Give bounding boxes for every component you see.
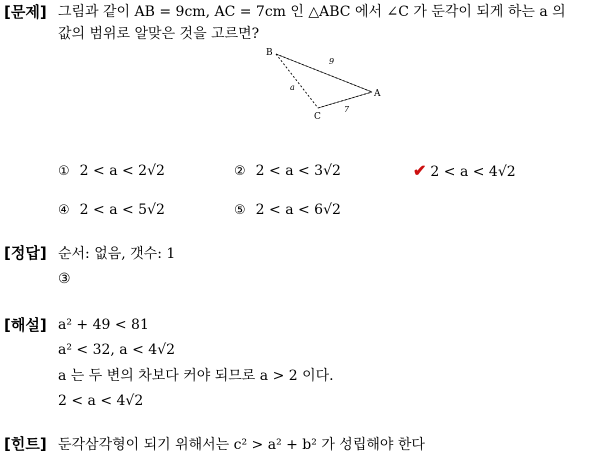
option-5[interactable] — [234, 201, 341, 220]
option-3[interactable] — [413, 162, 516, 181]
hint-line-1: 둔각삼각형이 되기 위해서는 c² > a² + b² 가 성립해야 한다 — [58, 437, 425, 453]
label-b: B — [266, 48, 273, 58]
label-c: C — [314, 112, 321, 122]
option-5-text: 2 < a < 6√2 — [255, 202, 341, 218]
option-4-marker: ④ — [58, 203, 70, 218]
label-ab-length: 9 — [329, 57, 335, 66]
option-5-marker: ⑤ — [234, 203, 246, 218]
problem-line-1: 그림과 같이 AB = 9cm, AC = 7cm 인 △ABC 에서 ∠C 가 둔각이 되게 하는 a 의 — [58, 4, 566, 20]
option-1-marker: ① — [58, 164, 70, 179]
option-3-text: 2 < a < 4√2 — [430, 164, 516, 180]
option-4-text: 2 < a < 5√2 — [79, 202, 165, 218]
explanation-line-2: a² < 32, a < 4√2 — [58, 342, 176, 358]
check-icon: ✔ — [413, 161, 427, 180]
answer-header: [정답] — [4, 244, 47, 262]
option-2-text: 2 < a < 3√2 — [255, 163, 341, 179]
problem-header: [문제] — [4, 3, 47, 21]
answer-line-1: 순서: 없음, 갯수: 1 — [58, 246, 176, 262]
explanation-header: [해설] — [4, 316, 47, 334]
label-ca-length: 7 — [344, 105, 350, 114]
option-2-marker: ② — [234, 164, 246, 179]
answer-line-2: ③ — [58, 271, 71, 287]
option-1[interactable] — [58, 162, 165, 181]
label-a: A — [374, 89, 381, 99]
option-4[interactable] — [58, 201, 165, 220]
option-2[interactable] — [234, 162, 341, 181]
problem-line-2: 값의 범위로 알맞은 것을 고르면? — [58, 26, 260, 42]
label-bc-length: a — [290, 83, 295, 92]
explanation-line-3: a 는 두 변의 차보다 커야 되므로 a > 2 이다. — [58, 368, 334, 384]
explanation-line-4: 2 < a < 4√2 — [58, 393, 144, 409]
hint-header: [힌트] — [4, 435, 47, 453]
option-1-text: 2 < a < 2√2 — [79, 163, 165, 179]
explanation-line-1: a² + 49 < 81 — [58, 317, 149, 333]
triangle-figure — [262, 46, 384, 124]
